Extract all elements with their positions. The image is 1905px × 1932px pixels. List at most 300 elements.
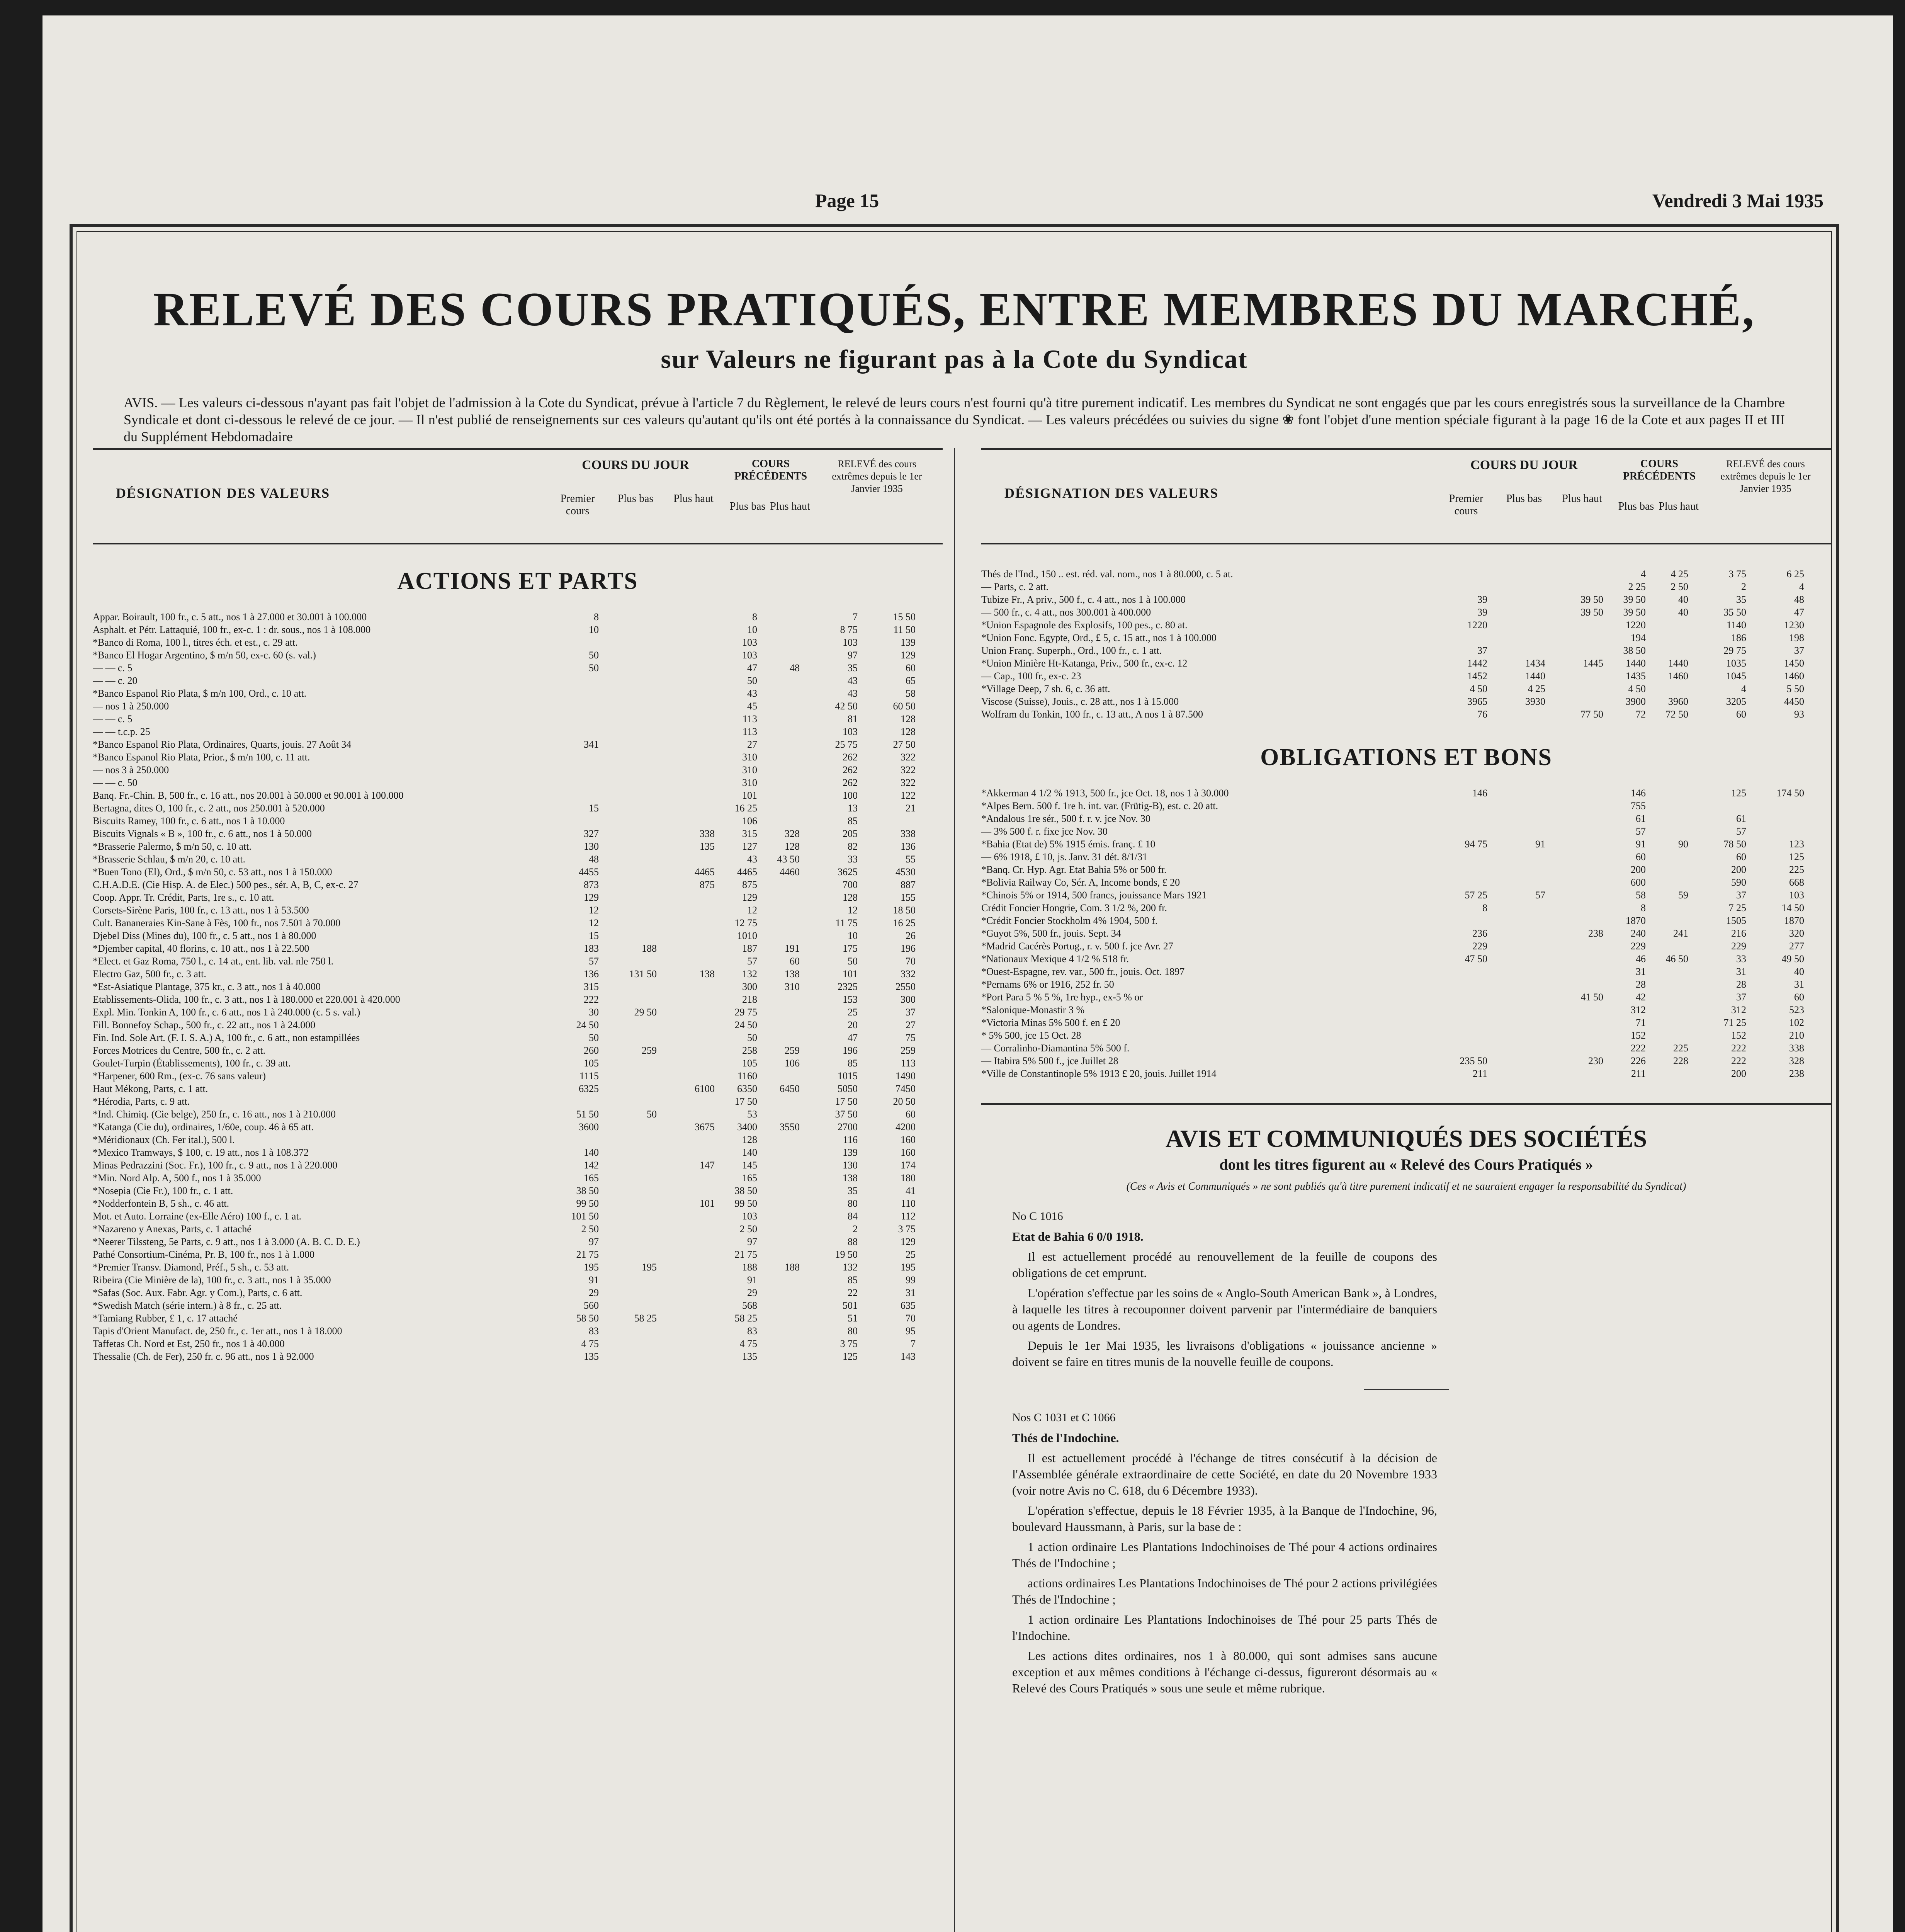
cell-releve-bas: 37 [1736,992,1746,1003]
cell-premier-cours: 140 [584,1147,599,1158]
cell-releve-bas: 1140 [1726,619,1746,631]
cell-plus-bas [599,623,657,636]
cell-plus-bas [599,1082,657,1095]
cell-plus-bas [1487,1003,1545,1016]
cell-prec-bas: 200 [1631,864,1646,875]
notice-item [1012,1208,1437,1370]
cell-premier-cours: 260 [584,1045,599,1056]
cell-plus-haut [1545,863,1603,876]
cell-releve-bas: 139 [843,1147,858,1158]
cell-releve-haut: 5 50 [1786,683,1804,694]
cell-prec-bas: 72 [1636,709,1646,720]
cell-releve-haut: 4 [1799,581,1804,592]
security-name: Union Franç. Superph., Ord., 100 fr., c. 1 att. [981,645,1162,656]
cell-releve-haut: 2550 [896,981,916,992]
cell-plus-haut [657,1261,715,1274]
table-row [93,1312,943,1325]
cell-releve-haut: 4530 [896,866,916,878]
cell-releve-haut: 37 [1794,645,1804,656]
cell-plus-bas [1487,787,1545,799]
cell-prec-haut [757,1299,800,1312]
cell-prec-bas: 103 [742,1211,757,1222]
cell-releve-haut: 332 [901,968,916,980]
cell-releve-bas: 125 [843,1351,858,1362]
cell-premier-cours: 1442 [1467,658,1487,669]
table-row [981,657,1831,670]
cell-prec-bas: 6350 [737,1083,757,1094]
cell-releve-haut: 18 50 [893,905,916,916]
security-name: Viscose (Suisse), Jouis., c. 28 att., nos 1 à 15.000 [981,696,1179,707]
cell-prec-bas: 17 50 [734,1096,757,1107]
cell-premier-cours: 37 [1477,645,1487,656]
cell-releve-bas: 8 75 [840,624,858,635]
cell-prec-haut: 106 [785,1058,800,1069]
cell-plus-haut [657,1095,715,1108]
security-name: — 3% 500 f. r. fixe jce Nov. 30 [981,826,1108,837]
cell-prec-bas: 4 50 [1628,683,1646,694]
cell-releve-haut: 40 [1794,966,1804,977]
cell-premier-cours: 315 [584,981,599,992]
cell-releve-haut: 70 [906,956,916,967]
avis-paragraph: AVIS. — Les valeurs ci-dessous n'ayant pas fait l'objet de l'admission à la Cote du Syndicat, prévue à l'article 7 du Règlement, le relevé de leurs cours n'est fourni qu'à titre purement indicatif. Les membres du Syndicat ne sont engagés que par les cours enregistrés sous la surveillance de la Chambre Syndicale et dont ci-dessous le relevé de ce jour. — Il n'est publié de renseignements sur ces valeurs qu'autant qu'ils ont été portés à la connaissance du Syndicat. — Les valeurs précédées ou suivies du signe ❀ font l'objet d'une mention spéciale figurant à la page 16 de la Cote et aux pages II et III du Supplément Hebdomadaire [124,395,1785,444]
cell-prec-haut [757,751,800,764]
cell-releve-bas: 3625 [838,866,858,878]
cell-releve-bas: 22 [848,1287,858,1298]
cell-releve-bas: 80 [848,1198,858,1209]
table-row [981,812,1831,825]
cell-plus-haut [1545,901,1603,914]
cell-prec-bas: 97 [747,1236,757,1247]
cell-premier-cours: 341 [584,739,599,750]
table-row [93,917,943,929]
cell-releve-haut: 1490 [896,1070,916,1082]
cell-releve-haut [1746,799,1804,812]
cell-premier-cours: 30 [589,1007,599,1018]
cell-prec-bas: 755 [1631,800,1646,811]
cell-prec-bas: 71 [1636,1017,1646,1028]
security-name: Thessalie (Ch. de Fer), 250 fr. c. 96 att., nos 1 à 92.000 [93,1351,314,1362]
cell-prec-bas: 8 [1641,902,1646,913]
cell-releve-bas: 196 [843,1045,858,1056]
cell-premier-cours [1429,825,1487,838]
cell-releve-haut: 93 [1794,709,1804,720]
security-name: — Itabira 5% 500 f., jce Juillet 28 [981,1055,1118,1066]
cell-prec-haut [757,1172,800,1184]
cell-releve-bas: 37 [1736,889,1746,901]
cell-prec-haut [1646,619,1688,631]
cell-prec-haut: 48 [790,662,800,673]
table-row [93,980,943,993]
header-designation: DÉSIGNATION DES VALEURS [116,485,330,501]
cell-plus-bas [599,611,657,623]
cell-premier-cours: 142 [584,1160,599,1171]
cell-plus-haut [657,789,715,802]
cell-releve-haut: 123 [1789,838,1804,850]
cell-prec-haut [1646,825,1688,838]
cell-plus-haut: 135 [700,841,715,852]
cell-plus-haut: 77 50 [1580,709,1603,720]
cell-releve-bas: 12 [848,905,858,916]
cell-plus-haut [657,662,715,674]
cell-plus-haut: 875 [700,879,715,890]
cell-plus-haut [657,917,715,929]
security-name: — — t.c.p. 25 [93,726,150,737]
security-name: *Village Deep, 7 sh. 6, c. 36 att. [981,683,1110,694]
table-row [981,889,1831,901]
cell-prec-haut: 128 [785,841,800,852]
cell-premier-cours: 39 [1477,607,1487,618]
cell-releve-bas: 82 [848,841,858,852]
cell-releve-haut: 129 [901,1236,916,1247]
cell-prec-bas: 38 50 [1623,645,1646,656]
cell-plus-bas [1487,1029,1545,1042]
cell-premier-cours: 24 50 [576,1019,599,1031]
cell-premier-cours: 76 [1477,709,1487,720]
cell-premier-cours: 1220 [1467,619,1487,631]
cell-releve-haut: 65 [906,675,916,686]
cell-premier-cours: 10 [589,624,599,635]
cell-prec-bas: 1010 [737,930,757,941]
cell-prec-haut: 4460 [780,866,800,878]
cell-plus-haut [657,1133,715,1146]
cell-prec-bas: 46 [1636,953,1646,964]
security-name: *Bahia (Etat de) 5% 1915 émis. franç. £ 10 [981,838,1156,850]
cell-releve-bas: 13 [848,803,858,814]
cell-premier-cours [541,1095,599,1108]
security-name: *Akkerman 4 1/2 % 1913, 500 fr., jce Oct. 18, nos 1 à 30.000 [981,787,1229,799]
cell-prec-haut [757,1235,800,1248]
cell-premier-cours: 165 [584,1172,599,1184]
notice-paragraph: Depuis le 1er Mai 1935, les livraisons d'obligations « jouissance ancienne » doivent se faire en titres munis de la nouvelle feuille de coupons. [1012,1338,1437,1369]
cell-plus-haut [657,764,715,776]
cell-plus-haut [657,687,715,700]
cell-releve-bas: 71 25 [1723,1017,1746,1028]
notice-paragraph: Il est actuellement procédé au renouvellement de la feuille de coupons des obligations de cet emprunt. [1012,1250,1437,1280]
cell-plus-bas [599,929,657,942]
cell-prec-bas: 53 [747,1109,757,1120]
cell-prec-haut: 46 50 [1665,953,1688,964]
cell-prec-bas: 240 [1631,928,1646,939]
cell-releve-bas: 125 [1731,787,1746,799]
table-row [93,764,943,776]
cell-prec-bas: 875 [742,879,757,890]
cell-releve-bas: 100 [843,790,858,801]
cell-plus-haut [657,955,715,968]
cell-releve-haut: 328 [1789,1055,1804,1066]
cell-plus-haut: 3675 [695,1121,715,1133]
header-plus-haut-right: Plus haut [1562,493,1602,505]
table-row [93,904,943,917]
security-name: *Nationaux Mexique 4 1/2 % 518 fr. [981,953,1129,964]
cell-plus-bas [1487,568,1545,580]
cell-prec-haut [757,802,800,815]
header-releve-right: RELEVÉ des cours extrêmes depuis le 1er Janvier 1935 [1720,458,1811,494]
cell-plus-bas: 29 50 [634,1007,657,1018]
cell-premier-cours: 327 [584,828,599,839]
table-row [981,787,1831,799]
table-row [981,978,1831,991]
security-name: Tapis d'Orient Manufact. de, 250 fr., c. 1er att., nos 1 à 18.000 [93,1325,342,1337]
cell-plus-haut [657,980,715,993]
cell-plus-haut [657,611,715,623]
cell-plus-haut [1545,631,1603,644]
cell-plus-bas [599,776,657,789]
cell-prec-bas: 3900 [1626,696,1646,707]
table-row [93,1070,943,1082]
cell-prec-haut: 43 50 [777,854,800,865]
cell-premier-cours: 21 75 [576,1249,599,1260]
header-prec-haut-right: Plus haut [1659,500,1699,512]
cell-plus-haut [1545,670,1603,682]
cell-releve-haut: 320 [1789,928,1804,939]
cell-prec-bas: 113 [742,726,757,737]
cell-releve-bas: 81 [848,713,858,724]
security-name: Forces Motrices du Centre, 500 fr., c. 2 att. [93,1045,265,1056]
cell-prec-bas: 8 [752,611,757,622]
cell-plus-bas [599,1235,657,1248]
cell-plus-haut [657,802,715,815]
security-name: *Est-Asiatique Plantage, 375 kr., c. 3 att., nos 1 à 40.000 [93,981,321,992]
cell-releve-bas: 1015 [838,1070,858,1082]
cell-prec-haut [757,687,800,700]
security-name: Corsets-Sirène Paris, 100 fr., c. 13 att., nos 1 à 53.500 [93,905,309,916]
cell-releve-haut: 4200 [896,1121,916,1133]
security-name: *Djember capital, 40 florins, c. 10 att., nos 1 à 22.500 [93,943,309,954]
cell-premier-cours [1429,580,1487,593]
cell-releve-haut: 198 [1789,632,1804,643]
cell-premier-cours: 183 [584,943,599,954]
cell-releve-haut: 15 50 [893,611,916,622]
cell-plus-bas: 4 25 [1528,683,1545,694]
table-row [981,863,1831,876]
header-prec-haut: Plus haut [770,500,810,512]
cell-releve-haut [1746,812,1804,825]
cell-prec-haut [757,789,800,802]
security-name: *Swedish Match (série intern.) à 8 fr., c. 25 att. [93,1300,282,1311]
cell-plus-haut [657,1286,715,1299]
cell-prec-bas: 38 50 [734,1185,757,1196]
cell-releve-haut: 11 50 [893,624,916,635]
table-header-left [93,448,943,544]
table-row [981,940,1831,952]
cell-prec-bas: 2 50 [739,1223,757,1235]
cell-plus-bas [1487,606,1545,619]
cell-prec-bas: 258 [742,1045,757,1056]
security-name: Mot. et Auto. Lorraine (ex-Elle Aéro) 100 f., c. 1 at. [93,1211,302,1222]
cell-premier-cours: 229 [1472,940,1487,952]
cell-releve-haut: 174 50 [1776,787,1804,799]
cell-plus-haut: 39 50 [1580,607,1603,618]
table-row [981,1054,1831,1067]
header-plus-haut: Plus haut [673,493,714,505]
security-name: Coop. Appr. Tr. Crédit, Parts, 1re s., c. 10 att. [93,892,274,903]
cell-plus-haut [657,776,715,789]
cell-premier-cours [1429,965,1487,978]
cell-prec-haut [757,1095,800,1108]
cell-plus-haut [657,1019,715,1031]
cell-releve-haut: 225 [1789,864,1804,875]
cell-releve-bas: 35 [848,662,858,673]
table-row [93,1223,943,1235]
cell-prec-bas: 50 [747,1032,757,1043]
cell-premier-cours: 29 [589,1287,599,1298]
cell-releve-bas: 222 [1731,1043,1746,1054]
table-row [981,876,1831,889]
cell-premier-cours: 4 75 [581,1338,599,1349]
security-name: Minas Pedrazzini (Soc. Fr.), 100 fr., c. 9 att., nos 1 à 220.000 [93,1160,338,1171]
cell-premier-cours [541,815,599,827]
cell-premier-cours: 83 [589,1325,599,1337]
cell-plus-haut [1545,825,1603,838]
page-title: RELEVÉ DES COURS PRATIQUÉS, ENTRE MEMBRES DU MARCHÉ, [153,283,1755,336]
cell-releve-bas: 78 50 [1723,838,1746,850]
cell-prec-haut: 259 [785,1045,800,1056]
cell-releve-haut: 16 25 [893,917,916,929]
cell-releve-bas: 2325 [838,981,858,992]
notice-paragraph: actions ordinaires Les Plantations Indochinoises de Thé pour 2 actions privilégiées Thés de l'Indochine ; [1012,1576,1437,1606]
cell-releve-haut: 7450 [896,1083,916,1094]
cell-releve-haut: 27 [906,1019,916,1031]
cell-releve-haut: 125 [1789,851,1804,862]
cell-releve-haut: 58 [906,688,916,699]
security-name: Appar. Boirault, 100 fr., c. 5 att., nos 1 à 27.000 et 30.001 à 100.000 [93,611,367,622]
cell-plus-bas [599,1299,657,1312]
security-name: Wolfram du Tonkin, 100 fr., c. 13 att., A nos 1 à 87.500 [981,709,1203,720]
table-row [93,1146,943,1159]
security-name: — nos 3 à 250.000 [93,764,169,776]
table-row [981,914,1831,927]
cell-plus-bas: 195 [642,1262,657,1273]
cell-premier-cours [541,674,599,687]
cell-plus-bas [599,713,657,725]
security-name: — — c. 5 [93,662,133,673]
cell-plus-haut [657,1146,715,1159]
cell-plus-bas: 50 [647,1109,657,1120]
cell-releve-bas: 130 [843,1160,858,1171]
cell-releve-haut: 1870 [1784,915,1804,926]
cell-prec-bas: 1870 [1626,915,1646,926]
cell-plus-haut [657,751,715,764]
notice-paragraph: Les actions dites ordinaires, nos 1 à 80.000, qui sont admises sans aucune exception et aux mêmes conditions à l'échange ci-dessus, figureront désormais au « Relevé des Cours Pratiqués » sous une seule et même rubrique. [1012,1649,1437,1695]
table-row [93,1325,943,1337]
cell-plus-haut [657,674,715,687]
cell-plus-bas [1487,580,1545,593]
cell-releve-bas: 33 [1736,953,1746,964]
security-name: Etablissements-Olida, 100 fr., c. 3 att., nos 1 à 180.000 et 220.001 à 420.000 [93,994,400,1005]
cell-plus-bas [599,1248,657,1261]
cell-premier-cours: 3600 [579,1121,599,1133]
cell-prec-haut: 328 [785,828,800,839]
cell-plus-bas [599,827,657,840]
cell-releve-haut: 338 [1789,1043,1804,1054]
cell-prec-haut [1646,901,1688,914]
security-name: Thés de l'Ind., 150 .. est. réd. val. nom., nos 1 à 80.000, c. 5 at. [981,568,1233,580]
cell-premier-cours [1429,1016,1487,1029]
table-row [93,866,943,878]
cell-prec-bas: 101 [742,790,757,801]
cell-plus-bas [1487,812,1545,825]
cell-releve-bas: 2700 [838,1121,858,1133]
page-number: Page 15 [815,190,879,211]
cell-prec-haut [1646,914,1688,927]
cell-plus-haut [1545,978,1603,991]
cell-plus-haut [1545,682,1603,695]
security-name: *Ind. Chimiq. (Cie belge), 250 fr., c. 16 att., nos 1 à 210.000 [93,1109,336,1120]
cell-prec-bas: 188 [742,1262,757,1273]
table-row [93,1337,943,1350]
cell-plus-haut [657,1006,715,1019]
notice-paragraph: 1 action ordinaire Les Plantations Indochinoises de Thé pour 4 actions ordinaires Thés de l'Indochine ; [1012,1540,1437,1570]
cell-prec-haut [757,738,800,751]
notice-separator [1364,1389,1449,1390]
cell-releve-bas: 216 [1731,928,1746,939]
cell-premier-cours: 38 50 [576,1185,599,1196]
cell-prec-bas: 39 50 [1623,607,1646,618]
cell-prec-haut [1646,965,1688,978]
cell-premier-cours: 57 [589,956,599,967]
cell-prec-bas: 1160 [737,1070,757,1082]
table-row [93,789,943,802]
cell-plus-haut [657,1274,715,1286]
cell-releve-bas: 153 [843,994,858,1005]
security-name: *Union Fonc. Egypte, Ord., £ 5, c. 15 att., nos 1 à 100.000 [981,632,1217,643]
cell-prec-haut [1646,787,1688,799]
cell-premier-cours [1429,978,1487,991]
cell-releve-bas [1688,799,1746,812]
cell-releve-haut: 180 [901,1172,916,1184]
cell-premier-cours [541,700,599,713]
cell-releve-bas: 2 [853,1223,858,1235]
cell-releve-bas: 51 [848,1313,858,1324]
cell-releve-bas: 205 [843,828,858,839]
security-name: * 5% 500, jce 15 Oct. 28 [981,1030,1081,1041]
table-row [93,1095,943,1108]
cell-releve-bas: 97 [848,650,858,661]
cell-releve-bas: 43 [848,675,858,686]
cell-releve-haut: 277 [1789,940,1804,952]
cell-prec-haut: 310 [785,981,800,992]
cell-plus-bas: 259 [642,1045,657,1056]
cell-prec-bas: 42 [1636,992,1646,1003]
cell-premier-cours [1429,631,1487,644]
cell-plus-bas [1487,940,1545,952]
cell-plus-haut [657,1184,715,1197]
cell-plus-haut [1545,695,1603,708]
cell-releve-haut: 668 [1789,877,1804,888]
cell-plus-haut [657,713,715,725]
cell-plus-bas [599,1350,657,1363]
cell-releve-bas: 5050 [838,1083,858,1094]
cell-premier-cours: 15 [589,803,599,814]
cell-premier-cours [1429,799,1487,812]
cell-prec-bas: 31 [1636,966,1646,977]
cell-releve-haut: 300 [901,994,916,1005]
cell-prec-haut [757,1223,800,1235]
cell-plus-haut: 6100 [695,1083,715,1094]
security-name: *Guyot 5%, 500 fr., jouis. Sept. 34 [981,928,1121,939]
security-name: *Bolivia Railway Co, Sér. A, Income bonds, £ 20 [981,877,1180,888]
table-row [93,700,943,713]
newspaper-page [42,15,1893,1932]
notice-heading: Etat de Bahia 6 0/0 1918. [1012,1230,1144,1243]
cell-releve-haut: 41 [906,1185,916,1196]
cell-prec-haut [757,1159,800,1172]
cell-prec-haut [757,674,800,687]
table-row [93,738,943,751]
security-name: — — c. 20 [93,675,138,686]
cell-prec-haut [757,1312,800,1325]
cell-prec-bas: 145 [742,1160,757,1171]
